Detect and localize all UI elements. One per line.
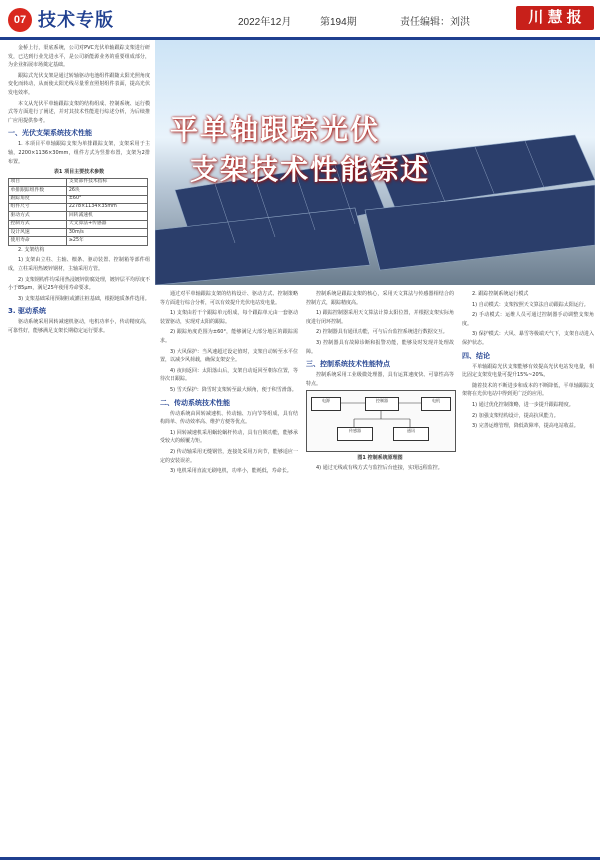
section-heading: 一、光伏支架系统技术性能 xyxy=(8,129,92,138)
paragraph: 3) 大风保护：当风速超过设定值时，支架自动转至水平位置，以减少风荷载，确保支架安全。 xyxy=(160,348,298,364)
paragraph: 金桥上行，渠底系统，公司对PVC光伏单轴跟踪支架进行研发，已达到行业先进水平，是公司新能源业务的重要组成部分，为企业拓展市场奠定基础。 xyxy=(8,45,150,69)
paragraph: 3) 完善运维管理，降低故障率，提高电站收益。 xyxy=(472,423,579,430)
paragraph: 3) 支架基础采用预制桩或灌注桩基础，根据地质条件选用。 xyxy=(18,295,150,302)
diagram-connectors xyxy=(307,391,455,451)
headline-line-2: 支架技术性能综述 xyxy=(190,154,431,185)
column-1 xyxy=(8,44,150,844)
paragraph: 通过对平单轴跟踪支架的结构设计、驱动方式、控制策略等方面进行综合分析，可以有效提升光伏电站发电量。 xyxy=(160,291,298,306)
paragraph: 1) 通过优化控制策略，进一步提升跟踪精度。 xyxy=(472,401,574,408)
issue-number: 第194期 xyxy=(320,17,357,28)
paragraph: 2. 支架结构 xyxy=(18,246,45,253)
table-row xyxy=(9,195,148,203)
table-row xyxy=(9,178,148,186)
section-heading: 二、传动系统技术性能 xyxy=(160,398,230,407)
table-cell: 驱动方式 xyxy=(9,212,67,220)
table-cell: 单排跟踪组件数 xyxy=(9,187,67,195)
table-caption: 表1 项目主要技术参数 xyxy=(53,169,105,176)
table-row xyxy=(9,187,148,195)
issue-date: 2022年12月 xyxy=(238,17,292,28)
table-cell: 控制方式 xyxy=(9,220,67,228)
paragraph: 1. 本项目平单轴跟踪支架为单排跟踪支架，支架采用于主轴，2200×1136×30mm，组件方式为竖排布置，支架为2排布置。 xyxy=(8,141,150,165)
table-cell: 2278×1134×35mm xyxy=(67,203,148,211)
table-row xyxy=(9,237,148,245)
table-row xyxy=(9,203,148,211)
table-cell: ≥25年 xyxy=(67,237,148,245)
paragraph: 平单轴跟踪光伏支架能够有效提高光伏电站发电量，相比固定支架发电量可提升15%~20%。 xyxy=(462,363,594,379)
paragraph: 控制系统采用工业级微处理器，具有运算速度快、可靠性高等特点。 xyxy=(306,372,454,387)
diagram-caption: 图1 控制系统原理图 xyxy=(357,455,403,462)
paragraph: 本文从光伏平单轴跟踪支架的结构组成、控制系统、运行模式等方面进行了阐述，并对其技术性能进行综述分析，为后续推广应用提供参考。 xyxy=(8,100,150,124)
diagram-box-power: 电源 xyxy=(311,397,341,411)
paragraph: 随着技术的不断进步和成本的不断降低，平单轴跟踪支架将在光伏电站中得到更广泛的应用。 xyxy=(462,382,594,398)
paragraph: 4) 夜间返回：太阳落山后，支架自动返回至朝东位置，等待次日跟踪。 xyxy=(160,367,298,383)
newspaper-logo: 川 慧 报 xyxy=(516,6,594,30)
section-heading: 三、控制系统技术性能特点 xyxy=(306,360,390,369)
diagram-box-comm: 通讯 xyxy=(393,427,429,441)
table-row xyxy=(9,212,148,220)
paragraph: 2) 支架钢构件均采用热浸镀锌防腐处理，镀锌层平均厚度不小于85μm，满足25年使用寿命要求。 xyxy=(8,276,150,292)
paragraph: 2) 加强支架结构设计，提高抗风能力。 xyxy=(472,412,559,419)
table-cell: 回转减速机 xyxy=(67,212,148,220)
column-4 xyxy=(462,290,594,850)
column-3 xyxy=(306,290,454,850)
table-cell: ±60° xyxy=(67,195,148,203)
paragraph: 2) 手动模式：运维人员可通过控制器手动调整支架角度。 xyxy=(462,312,594,327)
table-cell: 设计风速 xyxy=(9,229,67,237)
page-header xyxy=(0,0,600,38)
section-title: 技术专版 xyxy=(38,10,114,30)
paragraph: 2) 传动轴采用无缝钢管，连接处采用万向节，能够适应一定的安装误差。 xyxy=(160,448,298,464)
column-2 xyxy=(160,290,298,850)
paragraph: 1) 支架由若干个跟踪单元组成，每个跟踪单元由一套驱动装置驱动，实现对太阳的跟踪。 xyxy=(160,310,298,325)
table-cell: 26块 xyxy=(67,187,148,195)
paragraph: 跟踪式光伏支架是通过转轴驱动电池组件跟随太阳光照角度变化而转动，从而使太阳光线尽量垂直照射组件表面，提高光伏发电效率。 xyxy=(8,72,150,96)
paragraph: 传动系统由回转减速机、传动轴、万向节等组成，具有结构简单、传动效率高、维护方便等优点。 xyxy=(160,410,298,426)
section-heading: 四、结论 xyxy=(462,351,490,360)
paragraph: 控制系统是跟踪支架的核心，采用天文算法与传感器相结合的控制方式，跟踪精度高。 xyxy=(306,291,454,306)
table-header-cell: 项目 xyxy=(9,178,67,186)
control-diagram xyxy=(306,390,456,452)
paragraph: 1) 跟踪控制器采用天文算法计算太阳位置，并根据支架实际角度进行闭环控制。 xyxy=(306,310,454,325)
paragraph: 3) 控制器具有故障诊断和报警功能，能够及时发现并处理故障。 xyxy=(306,339,454,355)
page-number: 07 xyxy=(8,8,32,32)
table-header-cell: 支架部件技术指标 xyxy=(67,178,148,186)
paragraph: 3) 保护模式：大风、暴雪等极端天气下，支架自动进入保护状态。 xyxy=(462,331,594,346)
diagram-box-sensor: 传感器 xyxy=(337,427,373,441)
table-cell: 30m/s xyxy=(67,229,148,237)
editor: 责任编辑：刘洪 xyxy=(400,17,470,28)
table-row xyxy=(9,220,148,228)
paragraph: 2. 跟踪控制系统运行模式 xyxy=(472,291,529,297)
section-heading: 3. 驱动系统 xyxy=(8,307,46,316)
diagram-box-controller: 控制器 xyxy=(365,397,399,411)
paragraph: 2) 控制器具有通讯功能，可与后台监控系统进行数据交互。 xyxy=(316,329,448,336)
paragraph: 1) 支架由立柱、主轴、檩条、驱动装置、控制箱等部件组成，立柱采用热镀锌钢材，主轴采用方管。 xyxy=(8,257,150,273)
table-cell: 使用寿命 xyxy=(9,237,67,245)
diagram-box-motor: 电机 xyxy=(421,397,451,411)
paragraph: 2) 跟踪角度范围为±60°，能够满足大部分地区的跟踪需求。 xyxy=(160,329,298,344)
paragraph: 5) 雪天保护：降雪时支架转至最大倾角，便于积雪滑落。 xyxy=(170,386,297,393)
table-cell: 组件尺寸 xyxy=(9,203,67,211)
table-cell: 天文算法+传感器 xyxy=(67,220,148,228)
paragraph: 3) 电机采用直流无刷电机，功率小，能耗低，寿命长。 xyxy=(170,468,292,475)
paragraph: 4) 通过无线或有线方式与监控后台连接，实现远程监控。 xyxy=(316,464,443,471)
table-cell: 跟踪角度 xyxy=(9,195,67,203)
spec-table xyxy=(8,178,148,246)
headline-line-1: 平单轴跟踪光伏 xyxy=(170,114,381,145)
paragraph: 1) 自动模式：支架按照天文算法自动跟踪太阳运行。 xyxy=(472,301,589,308)
paragraph: 驱动系统采用回转减速机驱动，电机功率小，传动精度高，可靠性好，能够满足支架长期稳定运行要求。 xyxy=(8,319,150,334)
table-row xyxy=(9,229,148,237)
paragraph: 1) 回转减速机采用蜗轮蜗杆传动，具有自锁功能，能够承受较大的倾覆力矩。 xyxy=(160,429,298,445)
